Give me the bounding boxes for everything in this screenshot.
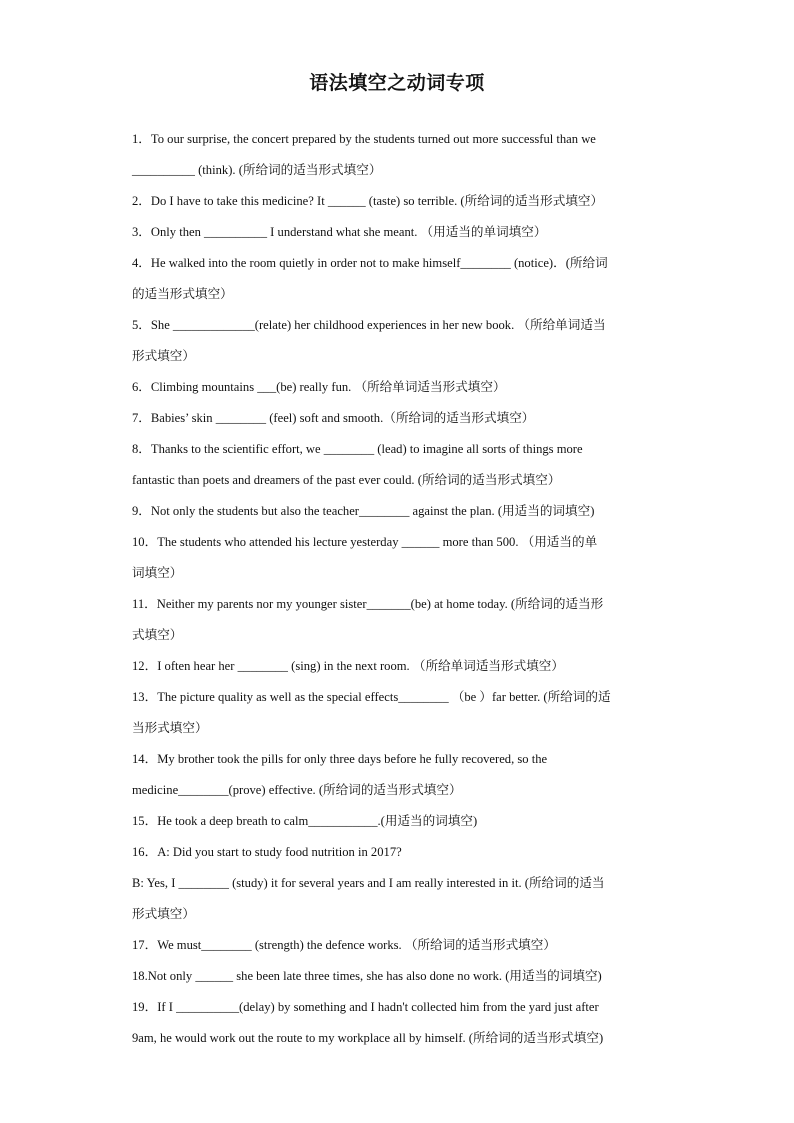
text-line: 7．Babies’ skin ________ (feel) soft and smooth.（所给词的适当形式填空） <box>132 411 535 425</box>
text-line: 4．He walked into the room quietly in order not to make himself________ (notice)．(所给词 <box>132 256 608 270</box>
text-line: 3．Only then __________ I understand what she meant. （用适当的单词填空） <box>132 225 547 239</box>
text-line: 18.Not only ______ she been late three times, she has also done no work. (用适当的词填空) <box>132 969 602 983</box>
text-line: 11．Neither my parents nor my younger sister_______(be) at home today. (所给词的适当形 <box>132 597 604 611</box>
text-line: 9am, he would work out the route to my workplace all by himself. (所给词的适当形式填空) <box>132 1031 604 1045</box>
text-line: 形式填空） <box>132 349 195 363</box>
text-line: 当形式填空） <box>132 721 208 735</box>
text-line: 1．To our surprise, the concert prepared by the students turned out more successful than we <box>132 132 596 146</box>
text-line: 9．Not only the students but also the teacher________ against the plan. (用适当的词填空) <box>132 504 595 518</box>
text-line: 5．She _____________(relate) her childhood experiences in her new book. （所给单词适当 <box>132 318 606 332</box>
text-line: 16．A: Did you start to study food nutrition in 2017? <box>132 845 402 859</box>
text-line: 的适当形式填空） <box>132 287 233 301</box>
text-line: medicine________(prove) effective. (所给词的适当形式填空） <box>132 783 462 797</box>
text-line: 2．Do I have to take this medicine? It ______ (taste) so terrible. (所给词的适当形式填空） <box>132 194 604 208</box>
text-line: 10．The students who attended his lecture yesterday ______ more than 500. （用适当的单 <box>132 535 598 549</box>
text-line: __________ (think). (所给词的适当形式填空） <box>132 163 382 177</box>
text-line: 15．He took a deep breath to calm___________.(用适当的词填空) <box>132 814 478 828</box>
text-line: fantastic than poets and dreamers of the past ever could. (所给词的适当形式填空） <box>132 473 561 487</box>
text-line: 6．Climbing mountains ___(be) really fun. （所给单词适当形式填空） <box>132 380 506 394</box>
text-line: 19．If I __________(delay) by something and I hadn't collected him from the yard just after <box>132 1000 599 1014</box>
text-line: 式填空） <box>132 628 183 642</box>
question-list <box>132 124 664 1054</box>
text-line: 14．My brother took the pills for only three days before he fully recovered, so the <box>132 752 548 766</box>
text-line: 12．I often hear her ________ (sing) in the next room. （所给单词适当形式填空） <box>132 659 564 673</box>
text-line: 17．We must________ (strength) the defence works. （所给词的适当形式填空） <box>132 938 556 952</box>
text-line: 13．The picture quality as well as the special effects________ （be ）far better. (所给词的适 <box>132 690 611 704</box>
text-line: B: Yes, I ________ (study) it for several years and I am really interested in it. (所给词的适当 <box>132 876 605 890</box>
text-line: 词填空） <box>132 566 183 580</box>
page-title: 语法填空之动词专项 <box>309 72 485 94</box>
text-line: 形式填空） <box>132 907 195 921</box>
text-line: 8．Thanks to the scientific effort, we ________ (lead) to imagine all sorts of things more <box>132 442 583 456</box>
